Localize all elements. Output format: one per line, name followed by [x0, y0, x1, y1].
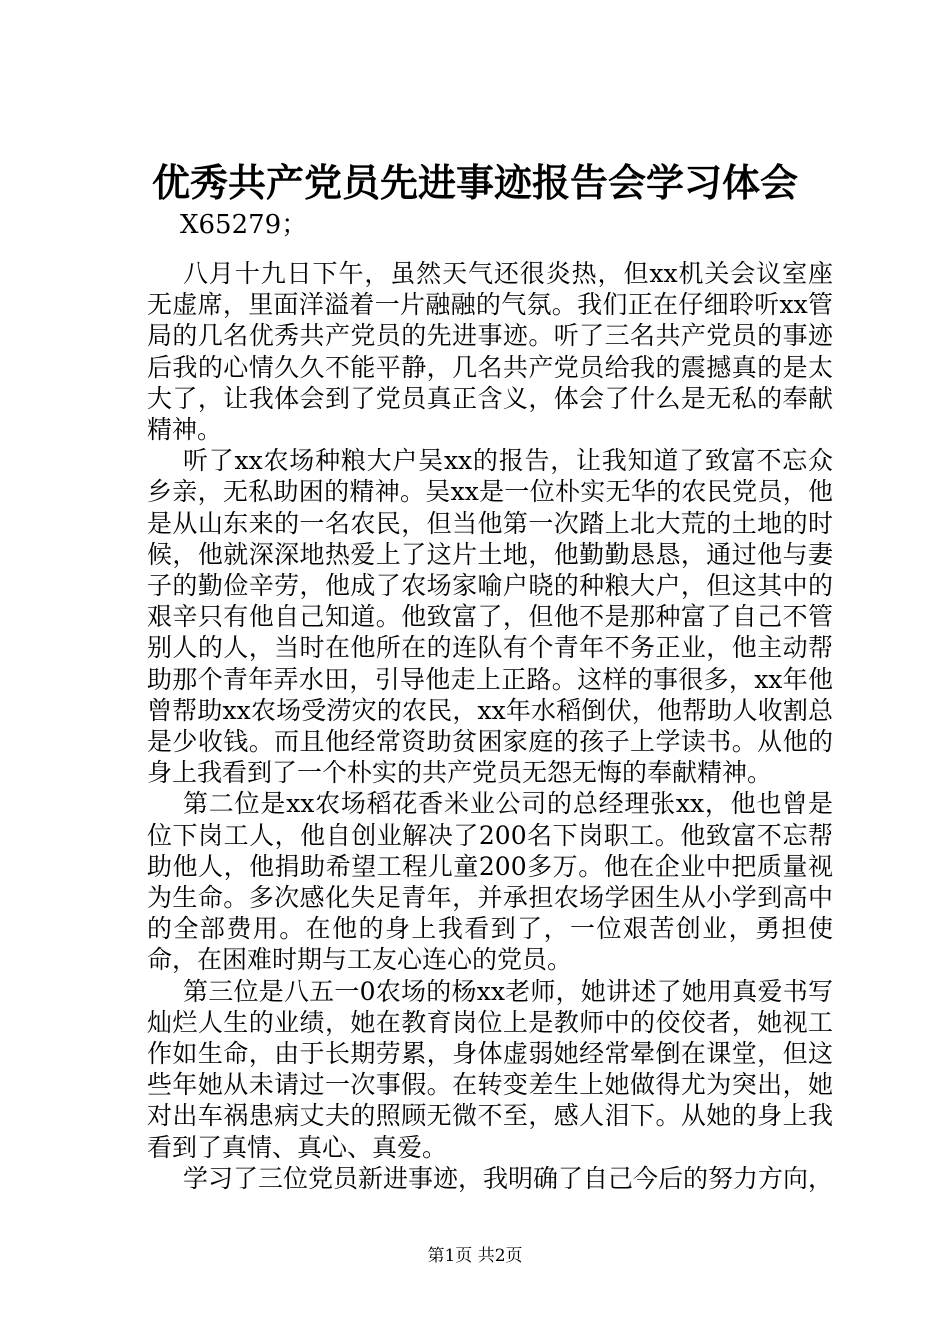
document-body — [147, 258, 833, 1194]
document-code: X65279； — [180, 210, 308, 240]
page-footer: 第1页 共2页 — [427, 1246, 523, 1266]
paragraph: 八月十九日下午，虽然天气还很炎热，但xx机关会议室座无虚席，里面洋溢着一片融融的气氛。我们正在仔细聆听xx管局的几名优秀共产党员的先进事迹。听了三名共产党员的事迹后我的心情久久不能平静，几名共产党员给我的震撼真的是太大了，让我体会到了党员真正含义，体会了什么是无私的奉献精神。 — [147, 259, 833, 445]
paragraph: 学习了三位党员新进事迹，我明确了自己今后的努力方向， — [183, 1163, 834, 1193]
paragraph: 听了xx农场种粮大户吴xx的报告，让我知道了致富不忘众乡亲，无私助困的精神。吴xx是一位朴实无华的农民党员，他是从山东来的一名农民，但当他第一次踏上北大荒的土地的时候，他就深深地热爱上了这片土地，他勤勤恳恳，通过他与妻子的勤俭辛劳，他成了农场家喻户晓的种粮大户，但这其中的艰辛只有他自己知道。他致富了，但他不是那种富了自己不管别人的人，当时在他所在的连队有个青年不务正业，他主动帮助那个青年弄水田，引导他走上正路。这样的事很多，xx年他曾帮助xx农场受涝灾的农民，xx年水稻倒伏，他帮助人收割总是少收钱。而且他经常资助贫困家庭的孩子上学读书。从他的身上我看到了一个朴实的共产党员无怨无悔的奉献精神。 — [147, 446, 833, 788]
document-title: 优秀共产党员先进事迹报告会学习体会 — [151, 160, 798, 205]
paragraph: 第三位是八五一0农场的杨xx老师，她讲述了她用真爱书写灿烂人生的业绩，她在教育岗位上是教师中的佼佼者，她视工作如生命，由于长期劳累，身体虚弱她经常晕倒在课堂，但这些年她从未请过一次事假。在转变差生上她做得尤为突出，她对出车祸患病丈夫的照顾无微不至，感人泪下。从她的身上我看到了真情、真心、真爱。 — [147, 976, 833, 1162]
paragraph: 第二位是xx农场稻花香米业公司的总经理张xx，他也曾是位下岗工人，他自创业解决了200名下岗职工。他致富不忘帮助他人，他捐助希望工程儿童200多万。他在企业中把质量视为生命。多次感化失足青年，并承担农场学困生从小学到高中的全部费用。在他的身上我看到了，一位艰苦创业，勇担使命，在困难时期与工友心连心的党员。 — [147, 789, 833, 975]
